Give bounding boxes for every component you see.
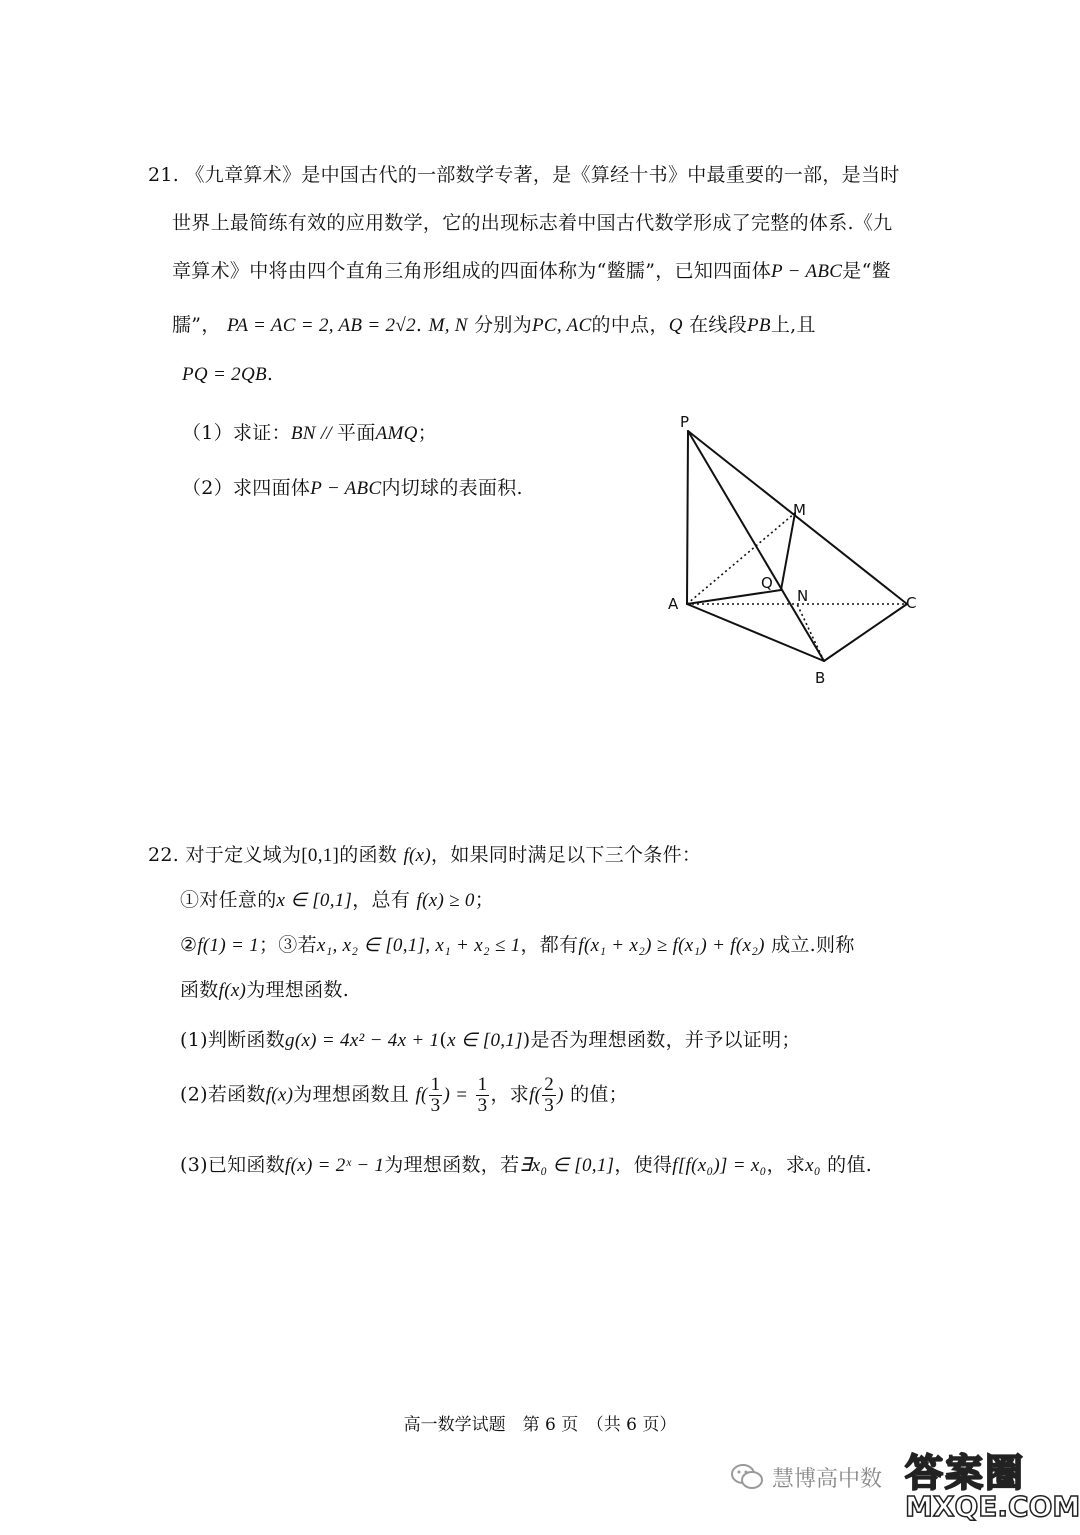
q21-sub-1: （1）求证：BN // 平面AMQ； [182,422,438,444]
label-p: P [680,413,690,431]
label-a: A [668,595,679,613]
segment-mq [781,513,795,590]
q22-part-1: (1)判断函数g(x) = 4x² − 4x + 1(x ∈ [0,1])是否为理想函数，并予以证明； [180,1029,801,1051]
edge-ab [687,604,824,661]
label-q: Q [761,574,773,592]
q21-line-1: 21. 《九章算术》是中国古代的一部数学专著，是《算经十书》中最重要的一部，是当时 [148,164,900,186]
fraction-one-third-b: $\frac{1}{3}$ [477,1074,488,1116]
edge-bc [824,604,907,661]
q22-part-3: (3)已知函数f(x) = 2ˣ − 1为理想函数，若∃x₀ ∈ [0,1]，使得f[f(x₀)] = x₀，求x₀ 的值. [180,1154,873,1176]
q21-line-4: 臑”， PA = AC = 2, AB = 2√2. M, N 分别为PC, AC的中点，Q 在线段PB上,且 [172,314,816,336]
q21-number: 21. [148,164,180,186]
label-c: C [906,594,917,612]
q21-line-2: 世界上最简练有效的应用数学，它的出现标志着中国古代数学形成了完整的体系.《九 [172,212,893,234]
page-footer: 高一数学试题 第 6 页 （共 6 页） [403,1415,677,1435]
watermark-source-text: 慧博高中数 [772,1467,883,1492]
fraction-one-third-a: $\frac{1}{3}$ [430,1074,441,1116]
q22-line-3: ②f(1) = 1；③若x₁, x₂ ∈ [0,1], x₁ + x₂ ≤ 1，都有f(x₁ + x₂) ≥ f(x₁) + f(x₂) 成立.则称 [180,934,855,956]
q21-line-3: 章算术》中将由四个直角三角形组成的四面体称为“鳖臑”，已知四面体P − ABC是“鳖 [172,260,891,282]
watermark-logo: 答案圈 MXQE.COM [905,1451,1080,1523]
q22-number: 22. [148,844,180,866]
label-n: N [797,587,809,605]
q22-line-1: 22. 对于定义域为[0,1]的函数 f(x)，如果同时满足以下三个条件： [148,844,702,866]
q21-sub-2: （2）求四面体P − ABC内切球的表面积. [182,477,523,499]
edge-pa [687,431,688,604]
fraction-two-thirds: $\frac{2}{3}$ [544,1074,555,1116]
watermark [730,1440,1080,1535]
segment-aq [687,590,781,604]
q22-line-2: ①对任意的x ∈ [0,1]，总有 f(x) ≥ 0； [180,889,495,911]
wechat-icon [730,1462,764,1492]
q22-line-4: 函数f(x)为理想函数. [180,979,350,1001]
q22-part-2: (2)若函数f(x)为理想函数且 f( $\frac{1}{3}$ ) = $\frac{1}{3}$ ，求f( $\frac{2}{3}$ ) 的值； [180,1074,628,1116]
q21-line-5: PQ = 2QB. [182,363,274,385]
label-b: B [815,669,826,687]
tetrahedron-diagram [660,405,930,695]
label-m: M [793,501,806,519]
